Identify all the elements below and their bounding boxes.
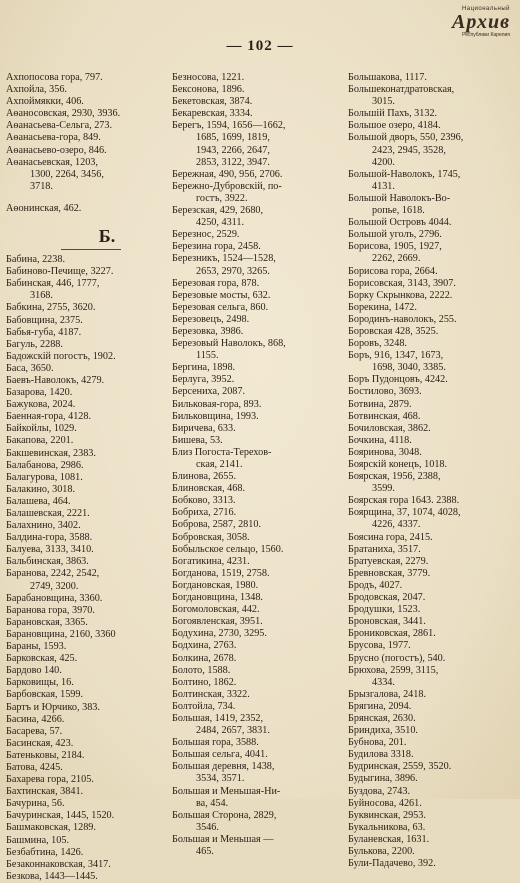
index-entry: Будыгина, 3896. — [348, 773, 418, 785]
index-entry: Ботвинская, 468. — [348, 410, 421, 422]
index-entry: Богдановщина, 1348. — [172, 592, 263, 604]
index-entry: Ахпойла, 356. — [6, 84, 67, 96]
index-entry: Большая Сторона, 2829, — [172, 809, 277, 821]
index-entry: Богоявленская, 3951. — [172, 616, 263, 628]
index-entry: Буздова, 2743. — [348, 785, 411, 797]
index-entry: Були-Падачево, 392. — [348, 858, 436, 870]
index-entry: Бревновская, 3779. — [348, 567, 431, 579]
section-letter: Б. — [98, 226, 116, 247]
index-entry: Барановщина, 2160, 3360 — [6, 628, 116, 640]
index-entry-continuation: 3534, 3571. — [196, 773, 245, 785]
index-entry: Борекина, 1472. — [348, 301, 417, 313]
index-entry: Барановская, 3365. — [6, 616, 88, 628]
index-entry: Башмаковская, 1289. — [6, 822, 96, 834]
index-entry: Брянская, 2630. — [348, 712, 416, 724]
index-entry-continuation: 2749, 3200. — [30, 580, 79, 592]
index-entry: Бабина, 2238. — [6, 254, 65, 266]
index-entry: Балагурова, 1081. — [6, 471, 83, 483]
section-rule — [61, 249, 121, 250]
index-entry: Богдановская, 1980. — [172, 579, 259, 591]
index-entry: Богомоловская, 442. — [172, 604, 260, 616]
index-entry-continuation: 4200. — [372, 156, 395, 168]
spacer — [6, 215, 168, 225]
index-entry: Бексонова, 1896. — [172, 84, 245, 96]
index-entry: Батова, 4245. — [6, 761, 63, 773]
index-entry-continuation: 1155. — [196, 350, 219, 362]
logo-main-text: Архив — [452, 11, 510, 33]
index-entry: Баса, 3650. — [6, 362, 54, 374]
index-entry: Бобровская, 3058. — [172, 531, 250, 543]
index-entry: Бальбинская, 3863. — [6, 556, 89, 568]
index-entry: Большая гора, 3588. — [172, 737, 259, 749]
index-entry: Большой Наволокъ-Во- — [348, 192, 451, 204]
index-entry: Ахпопосова гора, 797. — [6, 72, 103, 83]
index-entry: Ботвина, 2879. — [348, 398, 412, 410]
index-entry: Блиновская, 468. — [172, 483, 245, 495]
index-entry: Борисова гора, 2664. — [348, 265, 438, 277]
index-entry: Березина гора, 2458. — [172, 241, 261, 253]
index-entry: Берлуга, 3952. — [172, 374, 235, 386]
index-entry: Бабинская, 446, 1777, — [6, 278, 100, 290]
index-entry-continuation: 4250, 4311. — [196, 217, 245, 229]
index-entry: Блинова, 2655. — [172, 471, 237, 483]
index-entry: Большакова, 1117. — [348, 72, 427, 83]
index-entry: Березовые мосты, 632. — [172, 289, 271, 301]
index-entry: Болкина, 2678. — [172, 652, 237, 664]
index-entry: Бродовская, 2047. — [348, 592, 426, 604]
index-entry: Балакино, 3018. — [6, 483, 76, 495]
index-entry: Боръ, 916, 1347, 1673, — [348, 350, 444, 362]
index-entry: Боярская, 1956, 2388, — [348, 471, 441, 483]
index-entry: Бодхина, 2763. — [172, 640, 237, 652]
index-entry-continuation: 465. — [196, 846, 214, 857]
index-entry-continuation: 2423, 2945, 3528, — [372, 144, 446, 156]
index-entry: Аѳанасьева-Сельга, 273. — [6, 120, 113, 132]
index-entry: Бильковая-гора, 893. — [172, 398, 262, 410]
index-entry: Брусно (погостъ), 540. — [348, 652, 446, 664]
index-entry: Бекетовская, 3874. — [172, 96, 253, 108]
index-entry: Бардово 140. — [6, 665, 62, 677]
index-entry: Будринская, 2559, 3520. — [348, 761, 452, 773]
index-entry: Брониковская, 2861. — [348, 628, 436, 640]
index-entry: Бабкина, 2755, 3620. — [6, 302, 96, 314]
index-entry: Братаниха, 3517. — [348, 543, 421, 555]
index-entry: Богданова, 1519, 2758. — [172, 567, 270, 579]
index-entry: Буланевская, 1631. — [348, 833, 430, 845]
index-entry-continuation: гостъ, 3922. — [196, 192, 248, 204]
index-entry: Боясина гора, 2415. — [348, 531, 433, 543]
index-entry: Бродушки, 1523. — [348, 604, 421, 616]
index-entry-continuation: ва, 454. — [196, 797, 229, 809]
index-entry: Бачуринская, 1445, 1520. — [6, 810, 115, 822]
index-entry: Безкова, 1443—1445. — [6, 870, 98, 882]
index-entry: Башмина, 105. — [6, 834, 70, 846]
index-entry-continuation: 3718. — [30, 180, 53, 192]
index-entry: Бережная, 490, 956, 2706. — [172, 168, 283, 180]
index-entry: Борисовская, 3143, 3907. — [348, 277, 456, 289]
index-entry: Большой дворъ, 550, 2396, — [348, 132, 464, 144]
index-entry: Буквинская, 2953. — [348, 809, 426, 821]
index-entry: Брызгалова, 2418. — [348, 688, 426, 700]
index-entry: Бабиново-Печище, 3227. — [6, 266, 114, 278]
index-entry: Аѳанасьево-озеро, 846. — [6, 144, 107, 156]
index-entry: Басина, 4266. — [6, 713, 65, 725]
index-entry: Большая, 1419, 2352, — [172, 712, 264, 724]
index-entry: Бродъ, 4027. — [348, 579, 403, 591]
index-entry: Большая и Меньшая — — [172, 833, 274, 845]
index-entry: Буйносова, 4261. — [348, 797, 422, 809]
index-entry: Боярщина, 37, 1074, 4028, — [348, 507, 461, 519]
index-entry: Безбабтина, 1426. — [6, 846, 84, 858]
index-entry: Бартъ и Юрчико, 383. — [6, 701, 100, 713]
index-entry: Баевъ-Наволокъ, 4279. — [6, 374, 105, 386]
index-entry: Ахпоймякки, 406. — [6, 96, 84, 108]
index-column-2 — [172, 72, 342, 858]
index-entry: Бабья-губа, 4187. — [6, 326, 82, 338]
index-entry-continuation: 4131. — [372, 180, 395, 192]
index-entry-continuation: 2484, 2657, 3831. — [196, 725, 270, 737]
index-entry: Большой Островъ 4044. — [348, 217, 452, 229]
index-entry: Борку Скрынкова, 2222. — [348, 289, 453, 301]
index-entry: Бахарева гора, 2105. — [6, 774, 94, 786]
index-entry-continuation: 4226, 4337. — [372, 519, 421, 531]
index-entry: Берегъ, 1594, 1656—1662, — [172, 120, 286, 132]
index-entry: Бабовщина, 2375. — [6, 314, 83, 326]
index-entry: Большое озеро, 4184. — [348, 120, 441, 132]
index-entry: Аѳанасьевская, 1203, — [6, 156, 98, 168]
index-entry: Бакшевинская, 2383. — [6, 447, 96, 459]
index-entry: Балашева, 464. — [6, 495, 71, 507]
index-entry: Большой-Наволокъ, 1745, — [348, 168, 461, 180]
index-entry: Балахнино, 3402. — [6, 520, 81, 532]
index-entry: Багуль, 2288. — [6, 338, 63, 350]
index-entry: Баранова гора, 3970. — [6, 604, 95, 616]
index-entry: Балашевская, 2221. — [6, 508, 90, 519]
index-entry-continuation: 3546. — [196, 821, 219, 833]
index-entry: Бриндиха, 3510. — [348, 725, 418, 737]
index-entry: Байкойлы, 1029. — [6, 423, 77, 435]
index-column-3 — [348, 72, 516, 870]
index-entry: Боярскій конецъ, 1018. — [348, 459, 448, 470]
index-entry: Бильковщина, 1993. — [172, 410, 259, 422]
index-entry: Богатикина, 4231. — [172, 555, 250, 567]
index-entry: Болото, 1588. — [172, 664, 231, 676]
index-entry: Барковская, 425. — [6, 653, 78, 665]
index-entry: Брюхова, 2599, 3115, — [348, 664, 439, 676]
index-entry: Берсениха, 2087. — [172, 386, 246, 398]
index-entry: Батеньковы, 2184. — [6, 749, 85, 761]
index-entry: Бахтинская, 3841. — [6, 786, 84, 798]
index-entry-continuation: 2853, 3122, 3947. — [196, 156, 270, 168]
index-entry-continuation: 1300, 2264, 3456, — [30, 168, 104, 180]
index-entry: Березовецъ, 2498. — [172, 313, 250, 325]
index-entry: Березская, 429, 2680, — [172, 205, 264, 217]
index-entry: Аѳаносовская, 2930, 3936. — [6, 108, 121, 120]
index-entry-continuation: 2653, 2970, 3265. — [196, 265, 270, 277]
index-entry: Близ Погоста-Терехов- — [172, 446, 272, 458]
index-entry: Бакапова, 2201. — [6, 435, 74, 447]
index-entry: Будилова 3318. — [348, 749, 414, 761]
index-entry: Бостилово, 3693. — [348, 386, 422, 398]
index-entry: Бажукова, 2024. — [6, 399, 76, 411]
index-entry: Большеконатдратовская, — [348, 84, 455, 96]
index-entry: Березнос, 2529. — [172, 229, 240, 241]
index-entry: Букальникова, 63. — [348, 821, 426, 833]
index-entry: Большая сельга, 4041. — [172, 749, 268, 761]
index-entry: Бодухина, 2730, 3295. — [172, 628, 267, 640]
logo-top-text: Национальный — [461, 6, 510, 12]
index-entry: Большая деревня, 1438, — [172, 761, 275, 773]
index-entry: Болтинская, 3322. — [172, 688, 250, 700]
index-entry: Болтино, 1862. — [172, 676, 237, 688]
index-entry: Бергина, 1898. — [172, 362, 236, 374]
index-entry: Брусова, 1977. — [348, 640, 411, 652]
index-entry-continuation: 4334. — [372, 676, 395, 688]
index-entry-continuation: 1943, 2266, 2647, — [196, 144, 270, 156]
index-entry: Броновская, 3441. — [348, 616, 426, 628]
index-entry: Братуевская, 2279. — [348, 555, 429, 567]
index-entry-continuation: 3168. — [30, 290, 53, 302]
index-entry: Бережно-Дубровскій, по- — [172, 180, 282, 192]
page-number: — 102 — — [226, 38, 294, 54]
index-entry-continuation: 1685, 1699, 1819, — [196, 132, 270, 144]
index-entry: Березовая гора, 878. — [172, 277, 260, 289]
index-entry: Булькова, 2200. — [348, 846, 415, 857]
index-entry: Аѳанасьева-гора, 849. — [6, 132, 101, 144]
index-entry: Большой уголъ, 2796. — [348, 229, 442, 241]
index-entry: Боброва, 2587, 2810. — [172, 519, 261, 531]
index-entry: Балдина-гора, 3588. — [6, 532, 93, 544]
index-entry: Басарева, 57. — [6, 725, 63, 737]
index-entry-continuation: ропье, 1618. — [372, 205, 425, 217]
index-entry: Безносова, 1221. — [172, 72, 245, 83]
index-entry: Бородинъ-наволокъ, 255. — [348, 313, 457, 325]
index-entry: Бобково, 3313. — [172, 495, 236, 507]
index-entry: Боровская 428, 3525. — [348, 325, 439, 337]
index-entry: Березовый Наволокъ, 868, — [172, 338, 286, 350]
index-entry: Безаконнаковская, 3417. — [6, 858, 111, 870]
index-entry: Барабановщина, 3360. — [6, 592, 103, 604]
index-entry: Бобыльское сельцо, 1560. — [172, 543, 284, 555]
index-entry: Березовая сельга, 860. — [172, 301, 269, 313]
index-entry: Барковищы, 16. — [6, 677, 74, 689]
index-entry: Большая и Меньшая-Ни- — [172, 785, 281, 797]
index-entry: Баенная-гора, 4128. — [6, 411, 92, 423]
index-entry: Бочкина, 4118. — [348, 434, 412, 446]
index-entry: Аѳонинская, 462. — [6, 202, 82, 214]
index-entry: Березовка, 3986. — [172, 325, 244, 337]
index-entry: Бочиловская, 3862. — [348, 422, 431, 434]
index-entry: Боровъ, 3248. — [348, 338, 407, 350]
index-entry-continuation: 1698, 3040, 3385. — [372, 362, 446, 374]
index-entry: Баранова, 2242, 2542, — [6, 568, 100, 580]
index-entry: Болтойла, 734. — [172, 700, 236, 712]
logo-sub-text: Республики Карелия — [462, 32, 510, 38]
index-entry: Бадожскій погостъ, 1902. — [6, 350, 116, 362]
index-entry: Бишева, 53. — [172, 434, 223, 446]
index-entry-continuation: 3015. — [372, 96, 395, 108]
index-entry: Борисова, 1905, 1927, — [348, 241, 442, 253]
index-entry: Базарова, 1420. — [6, 387, 73, 399]
index-entry: Боръ Пудонцовъ, 4242. — [348, 374, 448, 386]
index-entry: Бобриха, 2716. — [172, 507, 237, 519]
index-entry: Балуева, 3133, 3410. — [6, 544, 94, 556]
spacer — [6, 193, 168, 203]
index-entry: Балабанова, 2986. — [6, 459, 84, 471]
index-entry: Бекаревская, 3334. — [172, 108, 253, 120]
index-entry: Барбовская, 1599. — [6, 689, 84, 701]
index-entry: Бараны, 1593. — [6, 641, 67, 653]
index-entry: Биричева, 633. — [172, 422, 236, 434]
index-entry: Бачурина, 56. — [6, 798, 65, 810]
index-entry-continuation: ская, 2141. — [196, 459, 243, 470]
index-entry: Бояринова, 3048. — [348, 446, 422, 458]
index-entry-continuation: 3599. — [372, 483, 395, 495]
index-entry: Березникъ, 1524—1528, — [172, 253, 276, 265]
index-entry: Бубнова, 201. — [348, 737, 407, 749]
index-column-1 — [6, 72, 168, 883]
index-entry: Басинская, 423. — [6, 737, 74, 749]
index-entry: Боярская гора 1643. 2388. — [348, 495, 460, 507]
index-entry: Брягина, 2094. — [348, 700, 412, 712]
index-entry: Большій Пахъ, 3132. — [348, 108, 438, 120]
index-entry-continuation: 2262, 2669. — [372, 253, 421, 265]
